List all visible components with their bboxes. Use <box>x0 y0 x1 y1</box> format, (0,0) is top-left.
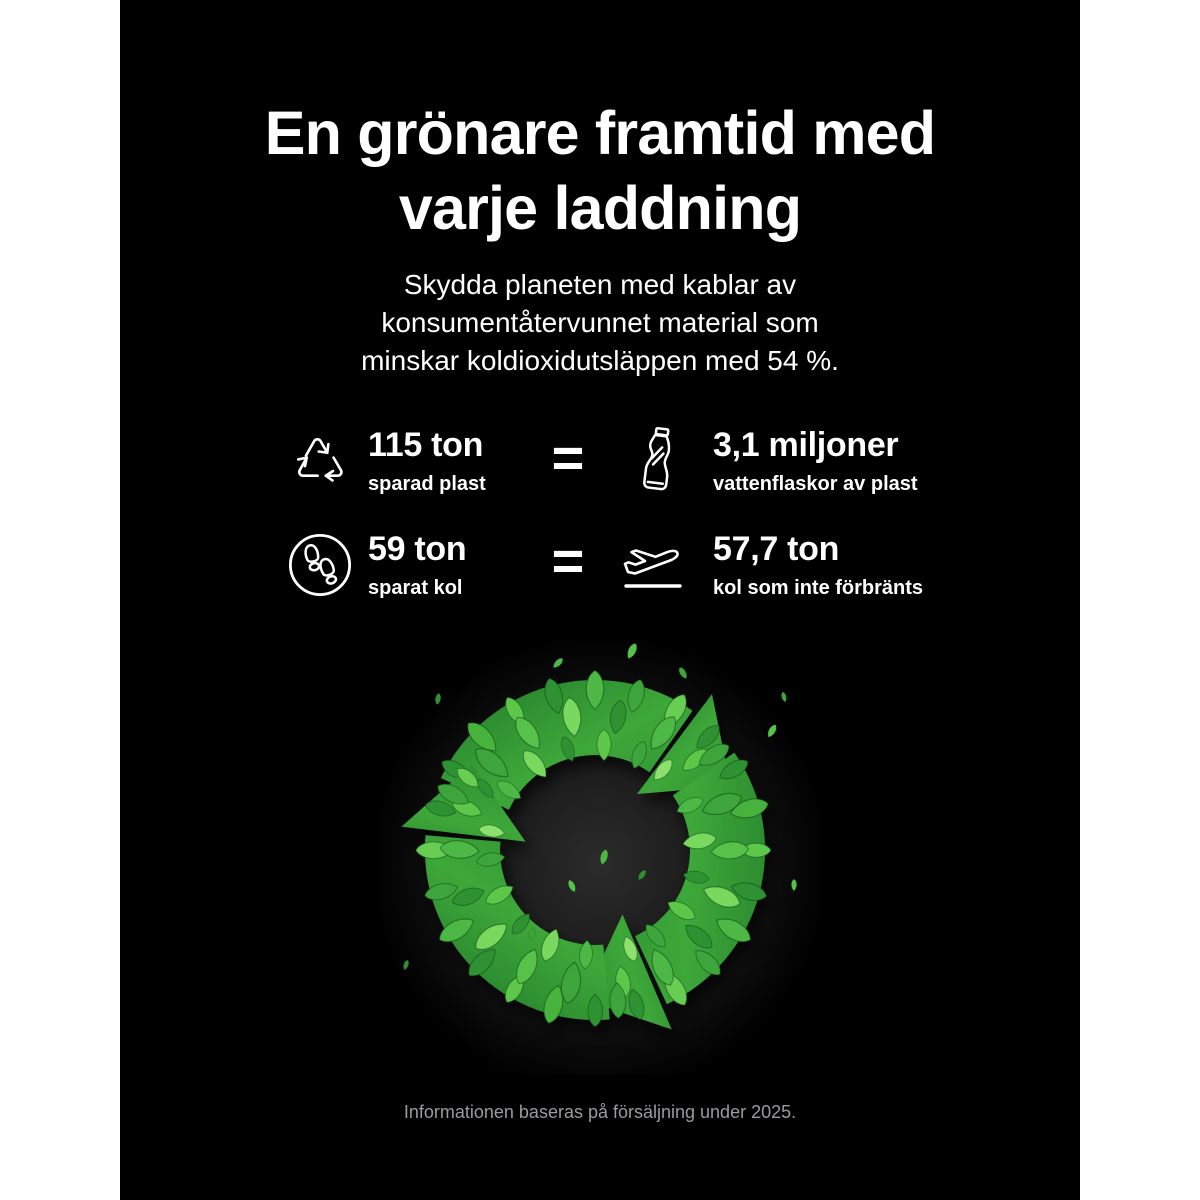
stat-label: sparad plast <box>368 473 486 495</box>
stat-value: 59 ton <box>368 529 467 568</box>
equals-sign: = <box>551 529 585 592</box>
stat-value: 3,1 miljoner <box>713 426 899 464</box>
stat-water-bottles <box>713 426 928 496</box>
plane-takeoff-icon <box>603 539 713 591</box>
stats-grid <box>272 424 928 601</box>
footer-disclaimer: Informationen baseras på försäljning under 2025. <box>403 1102 797 1122</box>
stat-value: 57,7 ton <box>713 529 840 568</box>
page-title <box>265 96 935 246</box>
poster-canvas <box>120 0 1080 1200</box>
water-bottle-icon <box>603 424 713 498</box>
recycle-icon <box>272 430 368 492</box>
stat-plastic-saved <box>368 426 533 496</box>
footprints-icon <box>272 532 368 598</box>
stat-value: 115 ton <box>368 426 484 464</box>
stat-coal-not-burned <box>713 530 928 600</box>
subtitle-line-2: konsumentåtervunnet material som <box>381 307 819 338</box>
subtitle <box>361 266 839 380</box>
title-line-1: En grönare framtid med <box>264 99 936 167</box>
equals-sign: = <box>551 425 585 489</box>
title-line-2: varje laddning <box>398 174 802 242</box>
leaf-recycle-image <box>380 635 820 1075</box>
stat-coal-saved <box>368 530 533 600</box>
subtitle-line-3: minskar koldioxidutsläppen med 54 %. <box>361 345 839 376</box>
stat-label: vattenflaskor av plast <box>713 473 918 495</box>
stat-label: sparat kol <box>368 576 463 599</box>
subtitle-line-1: Skydda planeten med kablar av <box>403 269 797 300</box>
stat-label: kol som inte förbränts <box>713 576 924 599</box>
